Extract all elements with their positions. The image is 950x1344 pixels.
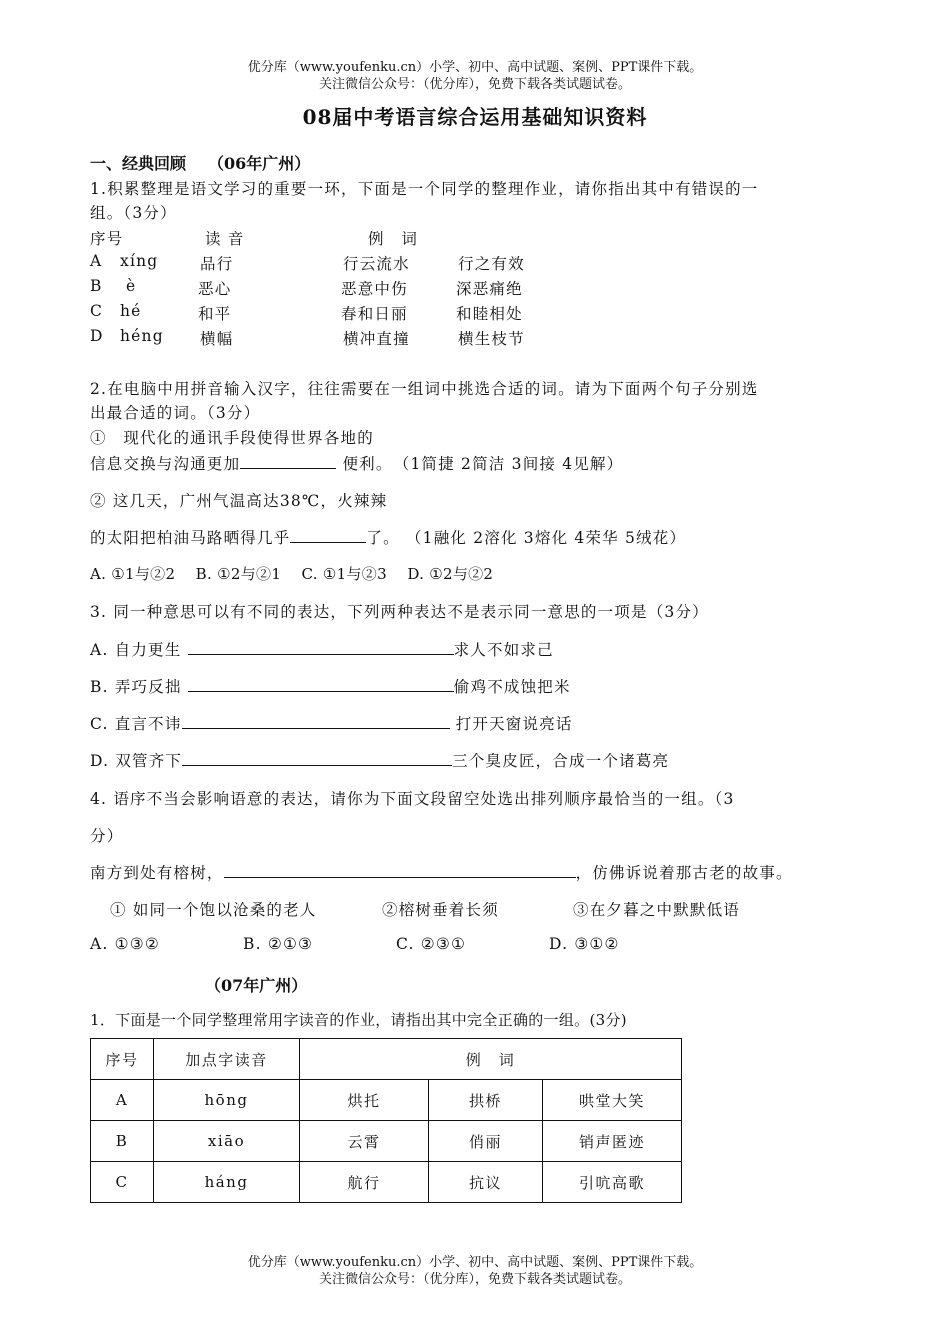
table-header-words: 例 词 <box>300 1039 682 1080</box>
q3-blank-b[interactable] <box>188 677 454 692</box>
q1-row-b-pinyin: è <box>126 277 137 295</box>
page-title: 08届中考语言综合运用基础知识资料 <box>302 105 648 129</box>
table-cell-word3: 引吭高歌 <box>543 1162 682 1203</box>
table-row <box>91 1080 682 1121</box>
q1-row-d-label: D <box>90 327 104 345</box>
table-cell-word1: 烘托 <box>300 1080 429 1121</box>
table-cell-word3: 哄堂大笑 <box>543 1080 682 1121</box>
table-cell-word2: 俏丽 <box>429 1121 543 1162</box>
q4-option-a: A. ①③② <box>90 935 160 953</box>
q2-blank-1[interactable] <box>240 454 336 469</box>
q1-text-line1: 1.积累整理是语文学习的重要一环，下面是一个同学的整理作业，请你指出其中有错误的一 <box>90 180 759 198</box>
q3-row-b <box>90 675 571 697</box>
q4-text-line1: 4. 语序不当会影响语意的表达，请你为下面文段留空处选出排列顺序最恰当的一组。（3 <box>90 790 735 808</box>
q1-header-pinyin: 读 音 <box>205 230 245 248</box>
q2-sentence1-after: 便利。 （1简捷 2简洁 3间接 4见解） <box>342 455 624 473</box>
q2-sentence1-line2 <box>90 452 623 474</box>
pinyin-table <box>90 1038 682 1203</box>
q1-row-b-label: B <box>90 277 103 295</box>
table-cell-word2: 拱桥 <box>429 1080 543 1121</box>
table-cell-word3: 销声匿迹 <box>543 1121 682 1162</box>
q2-sentence2-after: 了。 （1融化 2溶化 3熔化 4荣华 5绒花） <box>366 529 687 547</box>
q3-row-b-right: 偷鸡不成蚀把米 <box>453 678 571 696</box>
q1-text-line2: 组。（3分） <box>90 204 177 222</box>
q3-row-c-left: C. 直言不讳 <box>90 715 182 733</box>
q4-part-2: ②榕树垂着长须 <box>382 901 499 919</box>
table-cell-word2: 抗议 <box>429 1162 543 1203</box>
table-row <box>91 1121 682 1162</box>
q1-row-d-word1: 横冲直撞 <box>343 330 410 348</box>
q1-row-a-label: A <box>90 252 103 270</box>
q4-text-line2: 分） <box>90 827 124 845</box>
q1-row-c-pinyin: hé <box>120 302 142 320</box>
table-header-pinyin: 加点字读音 <box>154 1039 300 1080</box>
q1-row-c-label: C <box>90 302 104 320</box>
q3-row-a-right: 求人不如求己 <box>453 641 554 659</box>
section2-year: （07年广州） <box>205 976 308 995</box>
q2-options: A. ①1与②2 B. ①2与②1 C. ①1与②3 D. ①2与②2 <box>90 565 494 583</box>
q3-row-c <box>90 712 573 734</box>
q2-blank-2[interactable] <box>290 528 366 543</box>
q1-row-a-word2: 行之有效 <box>458 255 525 273</box>
table-cell-pinyin: háng <box>154 1162 300 1203</box>
table-cell-pinyin: hōng <box>154 1080 300 1121</box>
q5-text: 1．下面是一个同学整理常用字读音的作业，请指出其中完全正确的一组。(3分) <box>90 1011 627 1029</box>
q1-row-b-word2: 深恶痛绝 <box>456 280 523 298</box>
q4-part-3: ③在夕暮之中默默低语 <box>573 901 741 919</box>
q2-sentence1-line1: ① 现代化的通讯手段使得世界各地的 <box>90 429 374 447</box>
q2-sentence2-before: 的太阳把柏油马路晒得几乎 <box>90 529 291 547</box>
table-cell-pinyin: xiāo <box>154 1121 300 1162</box>
table-row <box>91 1162 682 1203</box>
table-cell-word1: 云霄 <box>300 1121 429 1162</box>
table-header-index: 序号 <box>91 1039 154 1080</box>
q1-row-b-char: 恶心 <box>198 280 232 298</box>
q1-row-d-pinyin: héng <box>120 327 164 345</box>
q1-row-a-word1: 行云流水 <box>343 255 410 273</box>
q1-row-b-word1: 恶意中伤 <box>341 280 408 298</box>
q1-row-a-char: 品行 <box>200 255 234 273</box>
header-line-1: 优分库（www.youfenku.cn）小学、初中、高中试题、案例、PPT课件下载。 <box>247 60 703 75</box>
q3-text: 3. 同一种意思可以有不同的表达，下列两种表达不是表示同一意思的一项是（3分） <box>90 603 709 621</box>
q4-option-c: C. ②③① <box>396 935 467 953</box>
q3-blank-a[interactable] <box>188 640 454 655</box>
q3-row-c-right: 打开天窗说亮话 <box>455 715 573 733</box>
q1-header-index: 序号 <box>90 230 124 248</box>
table-cell-label: B <box>91 1121 154 1162</box>
q2-text-line2: 出最合适的词。（3分） <box>90 404 261 422</box>
footer-line-2: 关注微信公众号：（优分库），免费下载各类试题试卷。 <box>318 1272 631 1287</box>
section-year: （06年广州） <box>208 154 311 173</box>
q3-row-b-left: B. 弄巧反拙 <box>90 678 182 696</box>
section-heading: 一、经典回顾 <box>90 154 187 173</box>
q1-row-c-word2: 和睦相处 <box>456 305 523 323</box>
q1-row-c-char: 和平 <box>198 305 232 323</box>
q3-blank-d[interactable] <box>182 751 452 766</box>
q4-sentence-after: ，仿佛诉说着那古老的故事。 <box>575 864 793 882</box>
q4-sentence-before: 南方到处有榕树， <box>90 864 224 882</box>
table-cell-label: A <box>91 1080 154 1121</box>
q1-row-d-word2: 横生枝节 <box>458 330 525 348</box>
q4-blank[interactable] <box>224 863 576 878</box>
header-line-2: 关注微信公众号：（优分库），免费下载各类试题试卷。 <box>318 77 631 92</box>
q2-sentence1-before: 信息交换与沟通更加 <box>90 455 241 473</box>
q1-row-d-char: 横幅 <box>200 330 234 348</box>
table-cell-word1: 航行 <box>300 1162 429 1203</box>
footer-line-1: 优分库（www.youfenku.cn）小学、初中、高中试题、案例、PPT课件下载。 <box>247 1255 703 1270</box>
q2-sentence2-line2 <box>90 526 686 548</box>
q4-option-b: B. ②①③ <box>243 935 314 953</box>
q3-row-a <box>90 638 554 660</box>
q4-part-1: ① 如同一个饱以沧桑的老人 <box>110 901 317 919</box>
q1-row-c-word1: 春和日丽 <box>341 305 408 323</box>
q3-blank-c[interactable] <box>182 714 450 729</box>
q3-row-a-left: A. 自力更生 <box>90 641 182 659</box>
table-cell-label: C <box>91 1162 154 1203</box>
q3-row-d-right: 三个臭皮匠，合成一个诸葛亮 <box>452 752 670 770</box>
q3-row-d-left: D. 双管齐下 <box>90 752 183 770</box>
q2-text-line1: 2.在电脑中用拼音输入汉字，往往需要在一组词中挑选合适的词。请为下面两个句子分别选 <box>90 380 759 398</box>
q2-sentence2-line1: ② 这几天，广州气温高达38℃，火辣辣 <box>90 492 388 510</box>
q4-sentence <box>90 861 793 883</box>
q3-row-d <box>90 749 669 771</box>
q1-header-words: 例 词 <box>368 230 419 248</box>
q1-row-a-pinyin: xíng <box>120 252 159 270</box>
q4-option-d: D. ③①② <box>549 935 620 953</box>
table-header-row <box>91 1039 682 1080</box>
